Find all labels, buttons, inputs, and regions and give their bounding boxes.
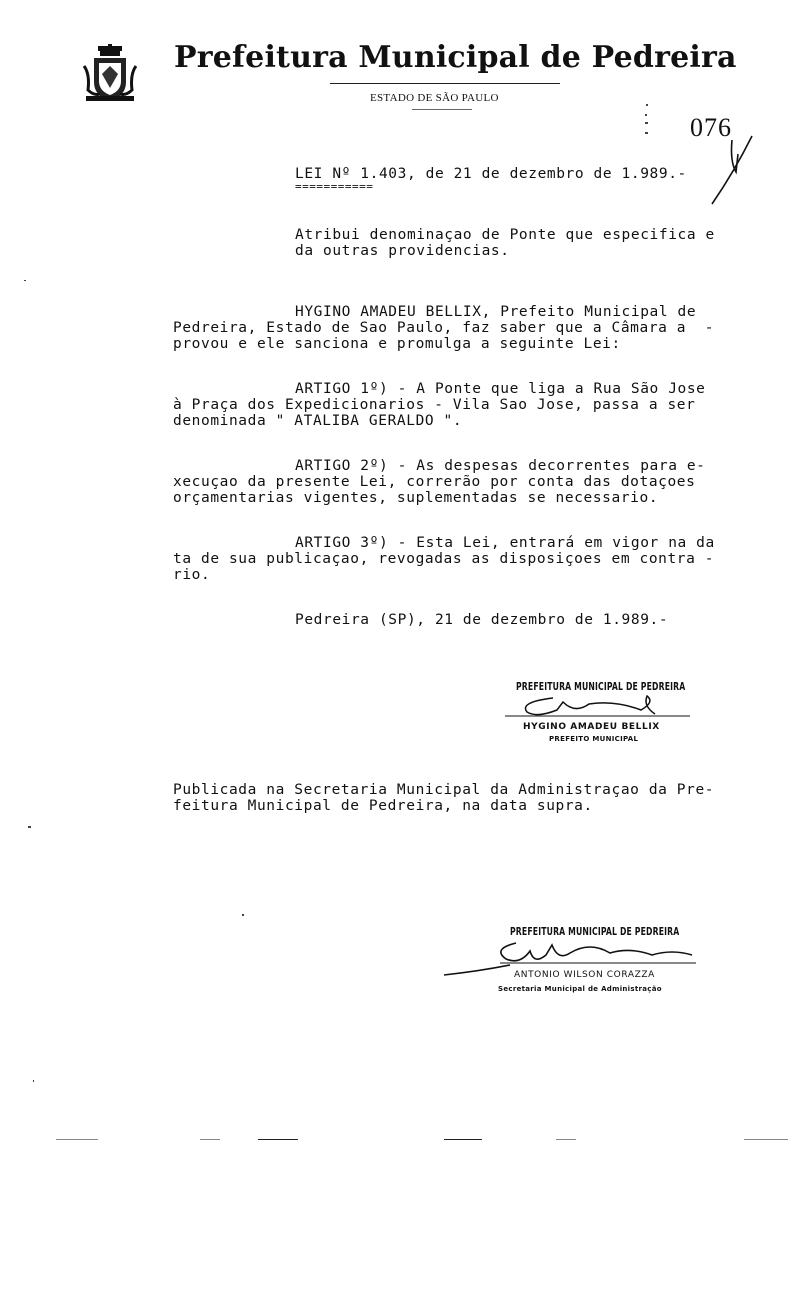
- law-heading: LEI Nº 1.403, de 21 de dezembro de 1.989.-: [295, 166, 687, 182]
- mayor-role: PREFEITO MUNICIPAL: [549, 735, 639, 743]
- mayor-signature-icon: [505, 694, 695, 722]
- scan-speck: [24, 280, 26, 281]
- secretary-name: ANTONIO WILSON CORAZZA: [514, 970, 655, 980]
- mayor-stamp-header: PREFEITURA MUNICIPAL DE PEDREIRA: [516, 680, 686, 693]
- place-date: Pedreira (SP), 21 de dezembro de 1.989.-: [295, 612, 669, 628]
- publication-note: [173, 782, 714, 814]
- summary-line: da outras providencias.: [295, 243, 510, 259]
- summary-line: Atribui denominaçao de Ponte que especifica e: [295, 227, 715, 243]
- publication-line: feitura Municipal de Pedreira, na data supra.: [173, 798, 593, 814]
- initials-mark-icon: [700, 132, 760, 212]
- scan-speck: [242, 914, 244, 916]
- title-underline: [330, 83, 560, 84]
- article-line: à Praça dos Expedicionarios - Vila Sao Jose, passa a ser: [173, 397, 696, 413]
- bottom-dash: [444, 1139, 482, 1140]
- law-summary: [295, 227, 715, 259]
- page-number: 076: [690, 113, 732, 142]
- preamble-line: HYGINO AMADEU BELLIX, Prefeito Municipal de: [295, 304, 697, 320]
- bottom-dash: [744, 1139, 788, 1140]
- law-heading-underline: ===========: [295, 180, 374, 193]
- scan-speck: [28, 826, 31, 828]
- article-2: [173, 458, 706, 506]
- preamble-line: Pedreira, Estado de Sao Paulo, faz saber que a Câmara a -: [173, 320, 715, 336]
- secretary-stamp-header: PREFEITURA MUNICIPAL DE PEDREIRA: [510, 925, 680, 938]
- coat-of-arms-icon: [80, 44, 140, 104]
- preamble-line: provou e ele sanciona e promulga a seguinte Lei:: [173, 336, 621, 352]
- article-3: [173, 535, 715, 583]
- scan-speck: [33, 1080, 34, 1082]
- article-line: rio.: [173, 567, 211, 583]
- article-line: ARTIGO 1º) - A Ponte que liga a Rua São Jose: [295, 381, 706, 397]
- publication-line: Publicada na Secretaria Municipal da Administraçao da Pre-: [173, 782, 715, 798]
- secretary-role: Secretaria Municipal de Administração: [498, 985, 662, 993]
- bottom-dash: [556, 1139, 576, 1140]
- subtitle-underline: [412, 109, 472, 110]
- article-line: xecuçao da presente Lei, correrão por conta das dotaçoes: [173, 474, 696, 490]
- article-line: ARTIGO 2º) - As despesas decorrentes para e-: [295, 458, 706, 474]
- article-line: ARTIGO 3º) - Esta Lei, entrará em vigor na da: [295, 535, 715, 551]
- bottom-dash: [56, 1139, 98, 1140]
- page-subtitle: ESTADO DE SÃO PAULO: [370, 92, 499, 104]
- article-line: denominada " ATALIBA GERALDO ".: [173, 413, 463, 429]
- article-line: orçamentarias vigentes, suplementadas se necessario.: [173, 490, 659, 506]
- bottom-dash: [200, 1139, 220, 1140]
- page-title: Prefeitura Municipal de Pedreira: [174, 40, 737, 75]
- law-preamble: [173, 304, 714, 352]
- article-1: [173, 381, 706, 429]
- article-line: ta de sua publicaçao, revogadas as disposiçoes em contra -: [173, 551, 715, 567]
- bottom-dash: [258, 1139, 298, 1140]
- page-mark-dots: [644, 104, 650, 138]
- mayor-name: HYGINO AMADEU BELLIX: [523, 722, 660, 732]
